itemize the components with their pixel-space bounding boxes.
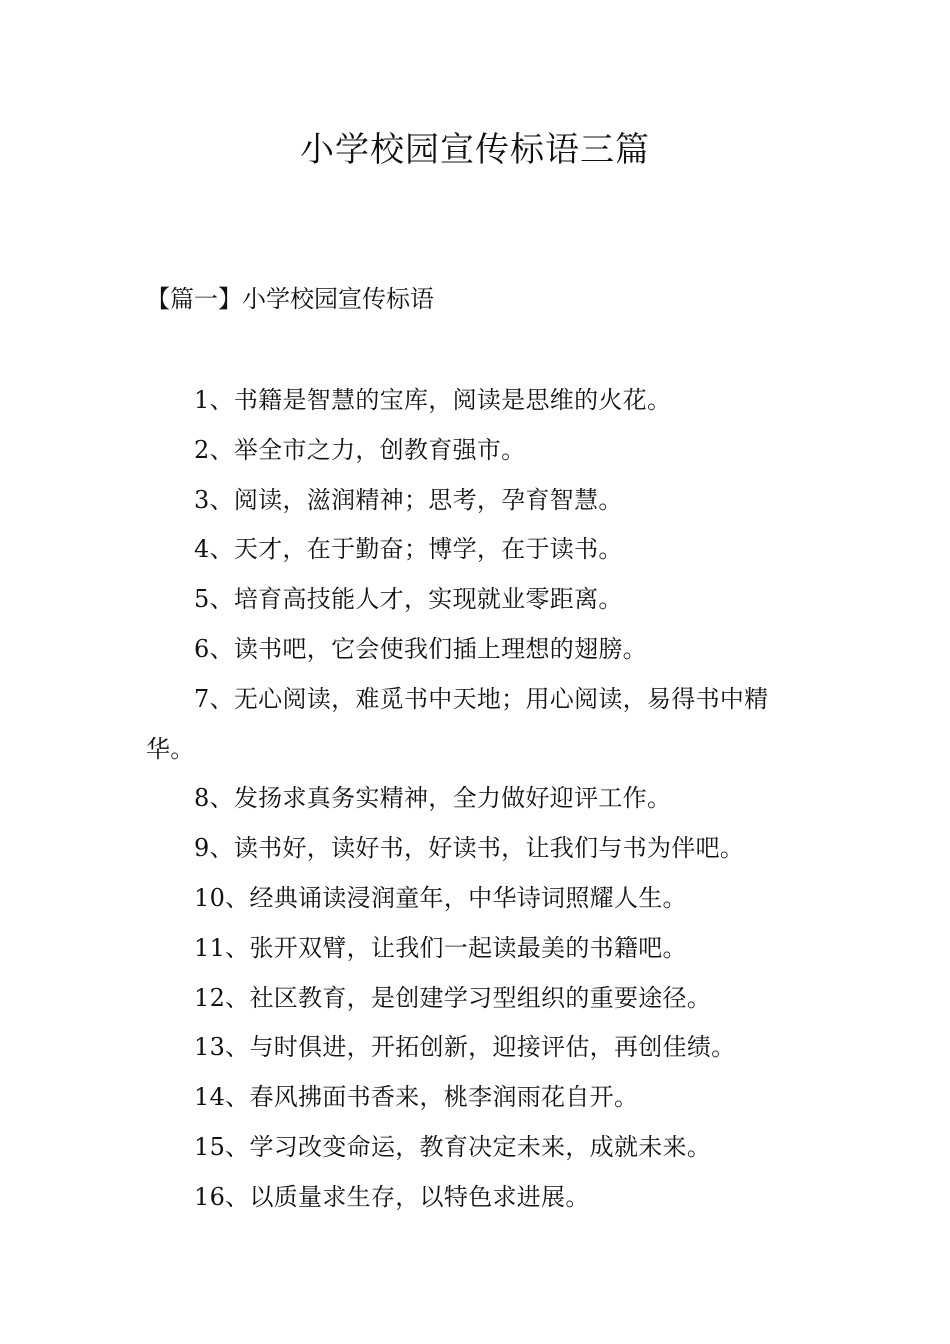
- slogan-item: 1、书籍是智慧的宝库，阅读是思维的火花。: [194, 386, 672, 414]
- slogan-item: 13、与时俱进，开拓创新，迎接评估，再创佳绩。: [194, 1033, 736, 1062]
- slogan-item: 11、张开双臂，让我们一起读最美的书籍吧。: [194, 933, 687, 962]
- section-heading: 【篇一】小学校园宣传标语: [146, 285, 434, 313]
- slogan-item: 2、举全市之力，创教育强市。: [194, 435, 526, 464]
- slogan-item: 5、培育高技能人才，实现就业零距离。: [194, 585, 623, 614]
- slogan-item: 7、无心阅读，难觅书中天地；用心阅读，易得书中精华。: [146, 684, 769, 763]
- slogan-item: 16、以质量求生存，以特色求进展。: [194, 1182, 590, 1211]
- slogan-item: 4、天才，在于勤奋；博学，在于读书。: [194, 535, 623, 564]
- slogan-item: 8、发扬求真务实精神，全力做好迎评工作。: [194, 784, 672, 813]
- slogan-item: 3、阅读，滋润精神；思考，孕育智慧。: [194, 485, 623, 514]
- slogan-item: 14、春风拂面书香来，桃李润雨花自开。: [194, 1083, 639, 1112]
- slogan-item: 12、社区教育，是创建学习型组织的重要途径。: [194, 983, 712, 1012]
- slogan-item: 9、读书好，读好书，好读书，让我们与书为伴吧。: [194, 834, 745, 863]
- slogan-item: 6、读书吧，它会使我们插上理想的翅膀。: [194, 634, 647, 663]
- document-title: 小学校园宣传标语三篇: [300, 130, 650, 170]
- slogan-item: 15、学习改变命运，教育决定未来，成就未来。: [194, 1132, 712, 1161]
- slogan-list: [146, 376, 816, 1223]
- slogan-item: 10、经典诵读浸润童年，中华诗词照耀人生。: [194, 883, 687, 912]
